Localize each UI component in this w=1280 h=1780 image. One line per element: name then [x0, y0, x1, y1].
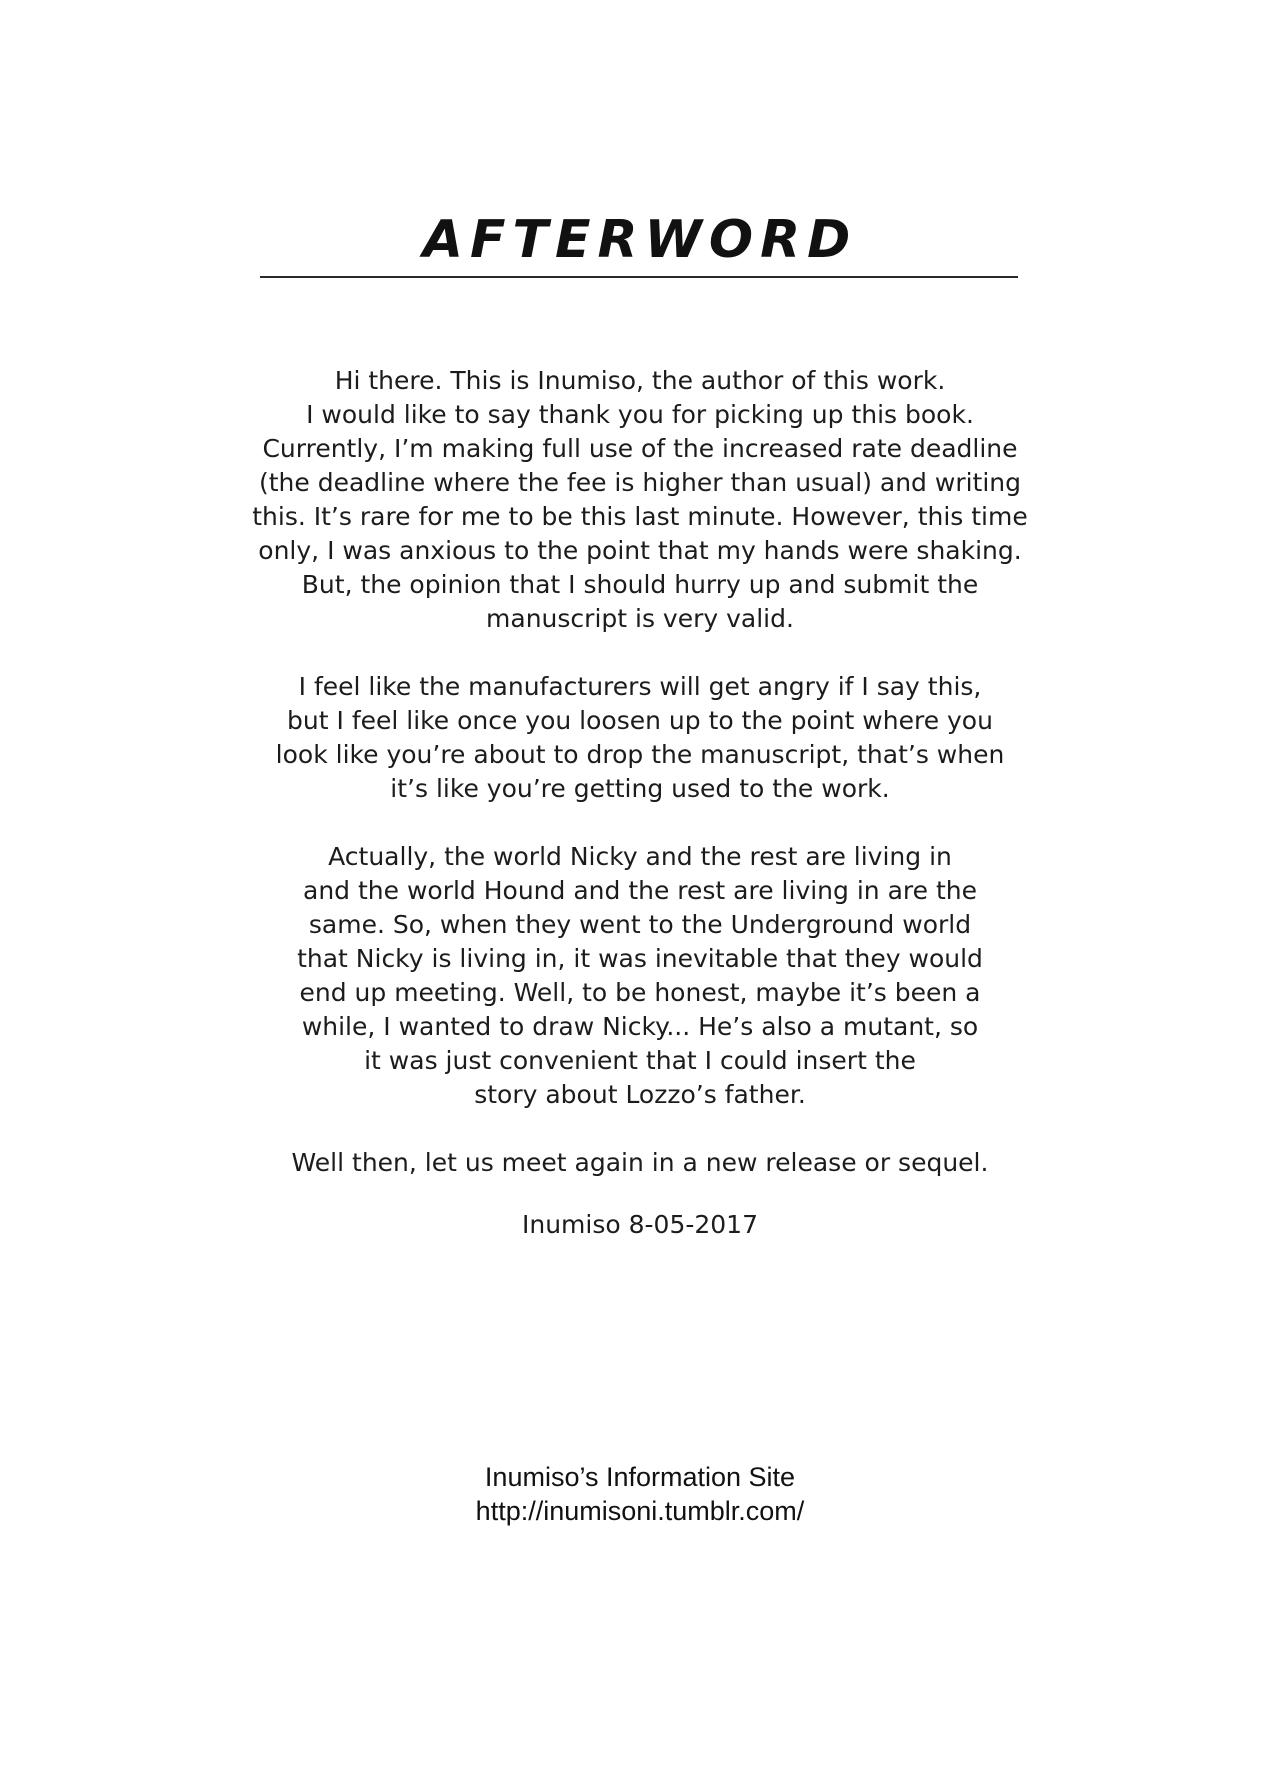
title-underline [260, 276, 1018, 278]
afterword-body [150, 364, 1130, 1214]
text-line: only, I was anxious to the point that my hands were shaking. [258, 536, 1022, 565]
text-line: it’s like you’re getting used to the work. [390, 774, 890, 803]
text-line: that Nicky is living in, it was inevitable that they would [297, 944, 983, 973]
text-line: (the deadline where the fee is higher than usual) and writing [258, 468, 1022, 497]
text-line: I would like to say thank you for picking up this book. [306, 400, 974, 429]
page-title: AFTERWORD [422, 210, 858, 270]
paragraph [150, 364, 1130, 636]
text-line: Currently, I’m making full use of the increased rate deadline [262, 434, 1018, 463]
footer [0, 1460, 1280, 1528]
text-line: same. So, when they went to the Underground world [308, 910, 972, 939]
text-line: look like you’re about to drop the manuscript, that’s when [275, 740, 1005, 769]
text-line: and the world Hound and the rest are living in are the [303, 876, 977, 905]
text-line: I feel like the manufacturers will get angry if I say this, [298, 672, 982, 701]
paragraph [150, 840, 1130, 1112]
text-line: manuscript is very valid. [486, 604, 794, 633]
text-line: this. It’s rare for me to be this last minute. However, this time [252, 502, 1028, 531]
text-line: it was just convenient that I could insert the [364, 1046, 916, 1075]
site-label: Inumiso’s Information Site [484, 1462, 796, 1492]
text-line: Actually, the world Nicky and the rest are living in [328, 842, 952, 871]
text-line: but I feel like once you loosen up to the point where you [287, 706, 993, 735]
text-line: story about Lozzo’s father. [474, 1080, 806, 1109]
site-url: http://inumisoni.tumblr.com/ [475, 1496, 805, 1526]
text-line: end up meeting. Well, to be honest, maybe it’s been a [299, 978, 981, 1007]
text-line: Hi there. This is Inumiso, the author of this work. [334, 366, 946, 395]
paragraph [150, 1146, 1130, 1180]
text-line: But, the opinion that I should hurry up and submit the [301, 570, 979, 599]
text-line: Well then, let us meet again in a new release or sequel. [291, 1148, 989, 1177]
text-line: while, I wanted to draw Nicky... He’s also a mutant, so [301, 1012, 979, 1041]
paragraph [150, 670, 1130, 806]
signature: Inumiso 8-05-2017 [521, 1210, 758, 1239]
